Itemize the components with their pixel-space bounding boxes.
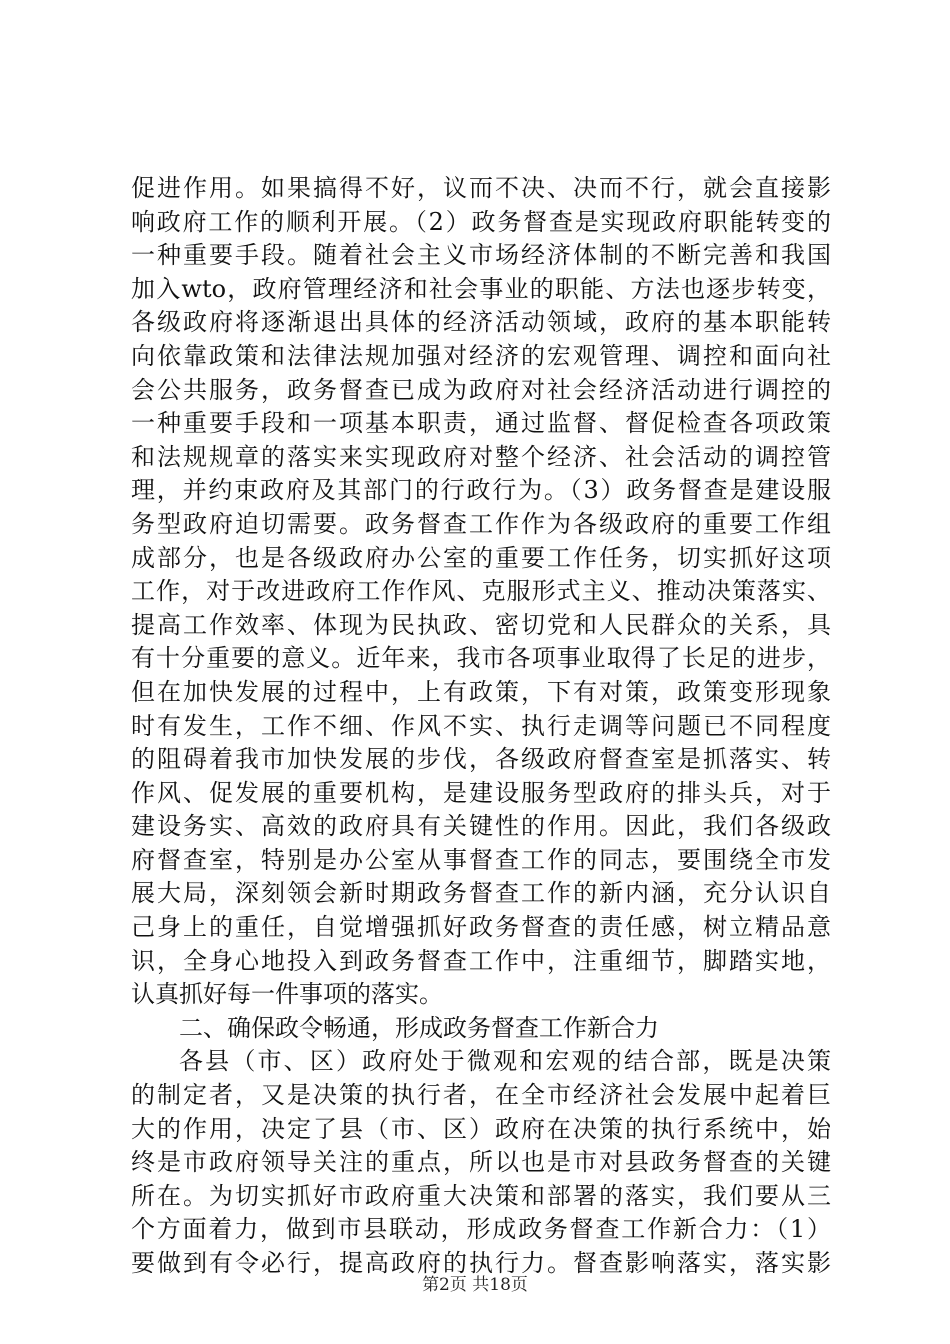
text-line: 认真抓好每一件事项的落实。	[131, 980, 443, 1009]
text-line: 展大局，深刻领会新时期政务督查工作的新内涵，充分认识自	[131, 879, 831, 908]
text-line: 二、确保政令畅通，形成政务督查工作新合力	[179, 1013, 659, 1042]
text-line: 个方面着力，做到市县联动，形成政务督查工作新合力：（1）	[131, 1215, 831, 1244]
text-line: 务型政府迫切需要。政务督查工作作为各级政府的重要工作组	[131, 509, 831, 538]
text-line: 要做到有令必行，提高政府的执行力。督查影响落实，落实影	[131, 1249, 831, 1277]
text-line: 会公共服务，政务督查已成为政府对社会经济活动进行调控的	[131, 375, 831, 404]
text-line: 的阻碍着我市加快发展的步伐，各级政府督查室是抓落实、转	[131, 745, 831, 774]
text-line: 有十分重要的意义。近年来，我市各项事业取得了长足的进步，	[131, 644, 831, 673]
text-line: 作风、促发展的重要机构，是建设服务型政府的排头兵，对于	[131, 778, 831, 807]
text-line: 一种重要手段。随着社会主义市场经济体制的不断完善和我国	[131, 241, 831, 270]
text-line: 各县（市、区）政府处于微观和宏观的结合部，既是决策	[179, 1047, 831, 1076]
text-line: 己身上的重任，自觉增强抓好政务督查的责任感，树立精品意	[131, 913, 831, 942]
text-line: 时有发生，工作不细、作风不实、执行走调等问题已不同程度	[131, 711, 831, 740]
text-line: 成部分，也是各级政府办公室的重要工作任务，切实抓好这项	[131, 543, 831, 572]
text-line: 加入wto，政府管理经济和社会事业的职能、方法也逐步转变，	[131, 274, 831, 303]
document-body	[131, 172, 831, 1281]
text-line: 各级政府将逐渐退出具体的经济活动领域，政府的基本职能转	[131, 308, 831, 337]
text-line: 一种重要手段和一项基本职责，通过监督、督促检查各项政策	[131, 409, 831, 438]
text-line: 提高工作效率、体现为民执政、密切党和人民群众的关系，具	[131, 610, 831, 639]
text-line: 所在。为切实抓好市政府重大决策和部署的落实，我们要从三	[131, 1181, 831, 1210]
text-line: 府督查室，特别是办公室从事督查工作的同志，要围绕全市发	[131, 845, 831, 874]
text-line: 但在加快发展的过程中，上有政策，下有对策，政策变形现象	[131, 677, 831, 706]
text-line: 和法规规章的落实来实现政府对整个经济、社会活动的调控管	[131, 442, 831, 471]
text-line: 工作，对于改进政府工作作风、克服形式主义、推动决策落实、	[131, 577, 831, 606]
text-line: 的制定者，又是决策的执行者，在全市经济社会发展中起着巨	[131, 1081, 831, 1110]
text-line: 促进作用。如果搞得不好，议而不决、决而不行，就会直接影	[131, 174, 831, 202]
text-line: 理，并约束政府及其部门的行政行为。（3）政务督查是建设服	[131, 476, 831, 505]
text-line: 终是市政府领导关注的重点，所以也是市对县政务督查的关键	[131, 1148, 831, 1177]
page-footer: 第2页 共18页	[422, 1275, 528, 1295]
text-line: 大的作用，决定了县（市、区）政府在决策的执行系统中，始	[131, 1114, 831, 1143]
text-line: 建设务实、高效的政府具有关键性的作用。因此，我们各级政	[131, 812, 831, 841]
text-line: 向依靠政策和法律法规加强对经济的宏观管理、调控和面向社	[131, 341, 831, 370]
text-line: 响政府工作的顺利开展。（2）政务督查是实现政府职能转变的	[131, 207, 831, 236]
text-line: 识，全身心地投入到政务督查工作中，注重细节，脚踏实地，	[131, 946, 831, 975]
